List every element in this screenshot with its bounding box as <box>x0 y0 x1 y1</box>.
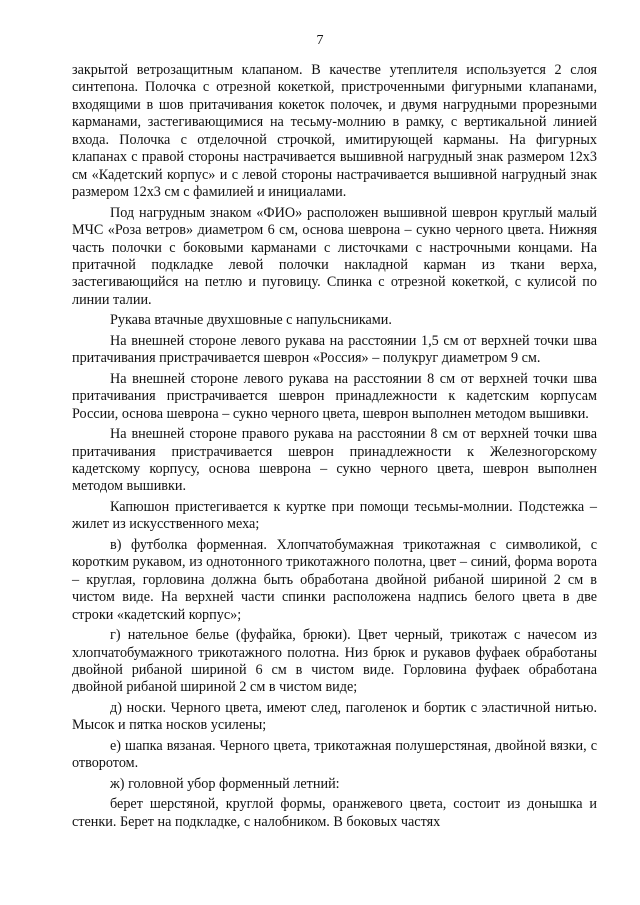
paragraph-knit-hat: е) шапка вязаная. Черного цвета, трикотажная полушерстяная, двойной вязки, с отворотом. <box>72 737 597 772</box>
paragraph-t-shirt: в) футболка форменная. Хлопчатобумажная трикотажная с символикой, с коротким рукавом, из однотонного трикотажного полотна, цвет – синий, форма ворота – круглая, горловина должна быть обработана двойной рибаной шириной 2 см в чистом виде. На верхней части спинки расположена надпись белого цвета в две строки «кадетский корпус»; <box>72 536 597 623</box>
paragraph-sleeves: Рукава втачные двухшовные с напульсниками. <box>110 312 392 329</box>
paragraph-summer-headwear: ж) головной убор форменный летний: <box>110 775 340 792</box>
body-text <box>72 62 597 831</box>
paragraph-cadet-corps-chevron: На внешней стороне левого рукава на расстоянии 8 см от верхней точки шва притачивания пристрачивается шеврон принадлежности к кадетским корпусам России, основа шеврона – сукно черного цвета, шеврон выполнен методом вышивки. <box>72 370 597 422</box>
paragraph-underwear: г) нательное белье (фуфайка, брюки). Цвет черный, трикотаж с начесом из хлопчатобумажного трикотажного полотна. Низ брюк и рукавов фуфаек обработаны двойной рибаной шириной 6 см в чистом виде. Горловина фуфаек обработана двойной рибаной шириной 2 см в чистом виде; <box>72 627 597 696</box>
paragraph-zheleznogorsk-chevron: На внешней стороне правого рукава на расстоянии 8 см от верхней точки шва притачивания пристрачивается шеврон принадлежности к Железногорскому кадетскому корпусу, основа шеврона – сукно черного цвета, шеврон выполнен методом вышивки. <box>72 426 597 495</box>
paragraph-russia-chevron: На внешней стороне левого рукава на расстоянии 1,5 см от верхней точки шва притачивания пристрачивается шеврон «Россия» – полукруг диаметром 9 см. <box>72 332 597 367</box>
paragraph-hood: Капюшон пристегивается к куртке при помощи тесьмы-молнии. Подстежка – жилет из искусственного меха; <box>72 498 597 533</box>
paragraph-fio-badge: Под нагрудным знаком «ФИО» расположен вышивной шеврон круглый малый МЧС «Роза ветров» диаметром 6 см, основа шеврона – сукно черного цвета. Нижняя часть полочки с боковыми карманами с листочками с настрочными концами. На притачной подкладке левой полочки накладной карман из ткани верха, застегивающийся на петлю и пуговицу. Спинка с отрезной кокеткой, с кулисой по линии талии. <box>72 204 597 308</box>
paragraph-socks: д) носки. Черного цвета, имеют след, паголенок и бортик с эластичной нитью. Мысок и пятка носков усилены; <box>72 699 597 734</box>
page-number: 7 <box>316 33 324 48</box>
paragraph-beret: берет шерстяной, круглой формы, оранжевого цвета, состоит из донышка и стенки. Берет на подкладке, с налобником. В боковых частях <box>72 796 597 830</box>
paragraph-jacket-closure: закрытой ветрозащитным клапаном. В качестве утеплителя используется 2 слоя синтепона. Полочка с отрезной кокеткой, пристроченными фигурными клапанами, входящими в шов притачивания кокеток полочек, и двумя нагрудными прорезными карманами, застегивающимися на тесьму-молнию в рамку, с вертикальной линией входа. Полочка с отделочной строчкой, имитирующей карманы. На фигурных клапанах с правой стороны настрачивается вышивной нагрудный знак размером 12x3 см «Кадетский корпус» и с левой стороны настрачивается вышивной нагрудный знак размером 12x3 см с фамилией и инициалами. <box>72 62 597 201</box>
